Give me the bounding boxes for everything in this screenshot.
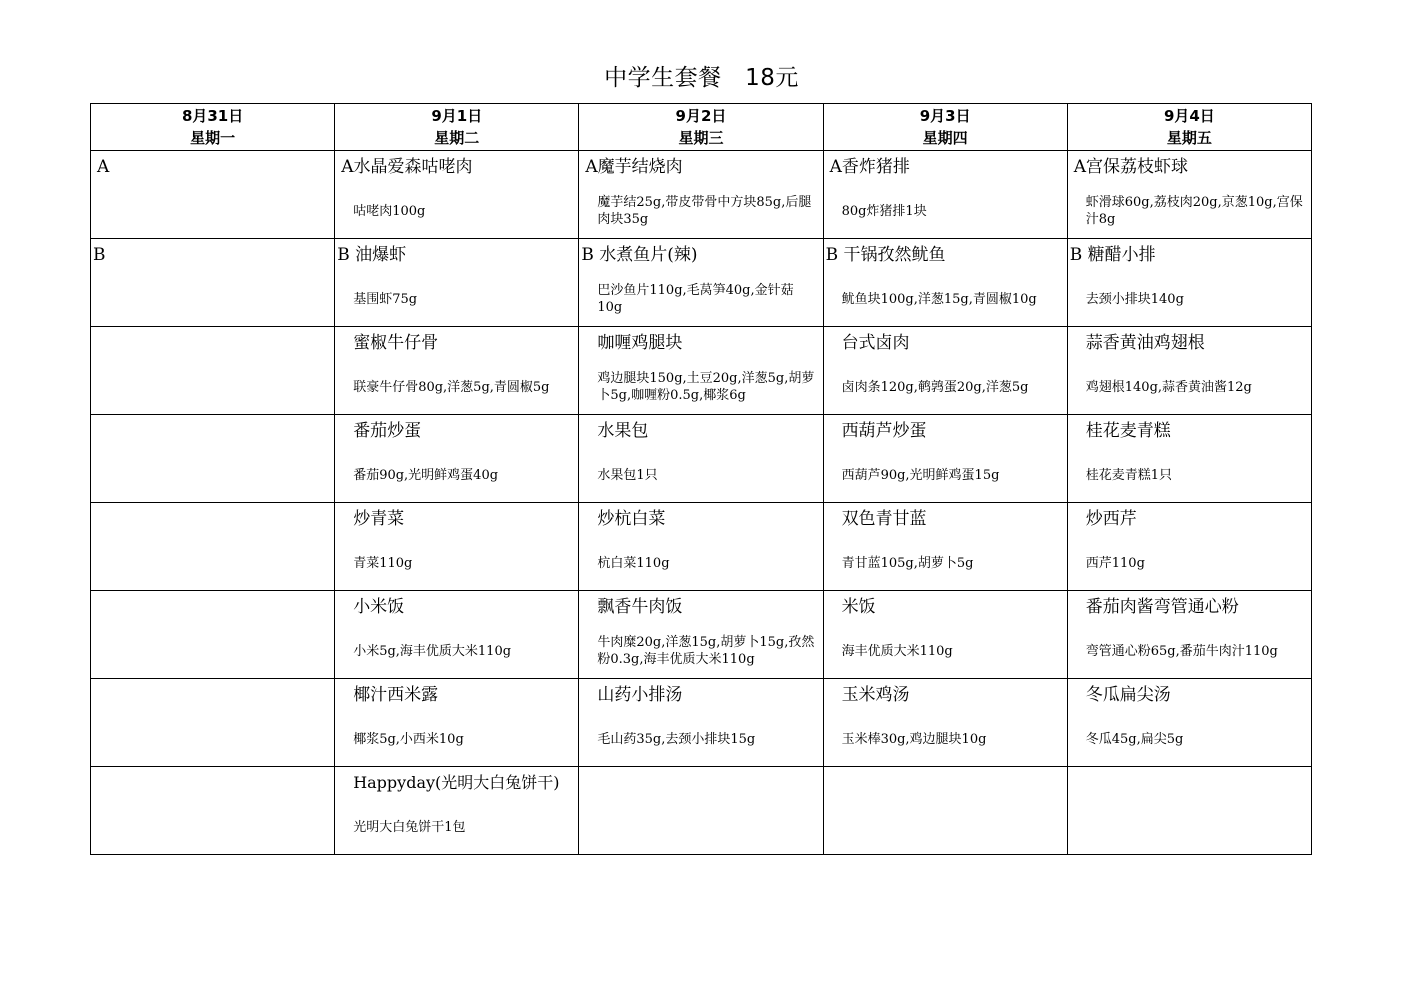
menu-cell <box>823 679 1067 767</box>
dish-ingredients: 桂花麦青糕1只 <box>1085 467 1173 483</box>
header-weekday: 星期五 <box>1166 129 1212 147</box>
menu-cell <box>579 503 823 591</box>
menu-cell <box>823 415 1067 503</box>
dish-name: 椰汁西米露 <box>353 685 439 705</box>
menu-cell <box>335 591 579 679</box>
dish-name: 番茄肉酱弯管通心粉 <box>1085 597 1239 617</box>
header-date: 9月2日 <box>675 107 727 125</box>
dish-ingredients: 鱿鱼块100g,洋葱15g,青圆椒10g <box>841 291 1037 307</box>
dish-name: 飘香牛肉饭 <box>597 597 683 617</box>
menu-cell <box>823 327 1067 415</box>
menu-cell <box>91 503 335 591</box>
menu-cell <box>91 679 335 767</box>
table-row <box>91 151 1312 239</box>
dish-name: 咖喱鸡腿块 <box>597 333 683 353</box>
menu-cell <box>823 151 1067 239</box>
dish-name: 炒西芹 <box>1085 509 1137 529</box>
dish-ingredients: 西芹110g <box>1085 555 1145 571</box>
dish-ingredients: 西葫芦90g,光明鲜鸡蛋15g <box>841 467 1000 483</box>
menu-cell <box>335 239 579 327</box>
dish-name: A <box>97 157 110 177</box>
menu-cell <box>579 327 823 415</box>
table-row <box>91 591 1312 679</box>
dish-name: 桂花麦青糕 <box>1085 421 1171 441</box>
dish-ingredients: 小米5g,海丰优质大米110g <box>353 643 512 659</box>
dish-ingredients: 巴沙鱼片110g,毛莴笋40g,金针菇10g <box>597 283 794 315</box>
dish-name: A香炸猪排 <box>829 157 910 177</box>
dish-ingredients: 椰浆5g,小西米10g <box>353 731 464 747</box>
dish-ingredients: 魔芋结25g,带皮带骨中方块85g,后腿肉块35g <box>597 195 812 227</box>
header-weekday: 星期四 <box>922 129 968 147</box>
dish-name: 小米饭 <box>353 597 405 617</box>
menu-cell <box>335 679 579 767</box>
column-header <box>823 104 1067 151</box>
dish-name: A宫保荔枝虾球 <box>1073 157 1189 177</box>
dish-ingredients: 水果包1只 <box>597 467 658 483</box>
dish-name: B 油爆虾 <box>337 245 407 265</box>
menu-cell <box>335 767 579 855</box>
dish-ingredients: 基围虾75g <box>353 291 418 307</box>
dish-name: B <box>93 245 106 265</box>
menu-cell <box>1067 767 1311 855</box>
dish-ingredients: 虾滑球60g,荔枝肉20g,京葱10g,宫保汁8g <box>1085 195 1303 227</box>
dish-ingredients: 80g炸猪排1块 <box>841 203 927 219</box>
menu-cell <box>823 591 1067 679</box>
dish-name: B 糖醋小排 <box>1069 245 1156 265</box>
dish-ingredients: 杭白菜110g <box>597 555 670 571</box>
menu-cell <box>1067 415 1311 503</box>
menu-cell <box>823 767 1067 855</box>
table-row <box>91 767 1312 855</box>
header-date: 9月3日 <box>919 107 971 125</box>
menu-cell <box>91 415 335 503</box>
dish-ingredients: 咕咾肉100g <box>353 203 426 219</box>
menu-cell <box>823 503 1067 591</box>
dish-ingredients: 番茄90g,光明鲜鸡蛋40g <box>353 467 499 483</box>
menu-cell <box>335 415 579 503</box>
menu-cell <box>335 151 579 239</box>
dish-name: Happyday(光明大白兔饼干) <box>353 773 560 792</box>
dish-name: 蒜香黄油鸡翅根 <box>1085 333 1205 353</box>
dish-ingredients: 冬瓜45g,扁尖5g <box>1085 731 1184 747</box>
menu-cell <box>91 151 335 239</box>
table-row <box>91 415 1312 503</box>
menu-cell <box>579 767 823 855</box>
menu-cell <box>91 239 335 327</box>
dish-ingredients: 玉米棒30g,鸡边腿块10g <box>841 731 987 747</box>
menu-cell <box>579 415 823 503</box>
dish-ingredients: 牛肉糜20g,洋葱15g,胡萝卜15g,孜然粉0.3g,海丰优质大米110g <box>597 635 815 667</box>
menu-cell <box>91 767 335 855</box>
dish-name: 台式卤肉 <box>841 333 910 353</box>
column-header <box>579 104 823 151</box>
page-title: 中学生套餐 18元 <box>604 65 799 91</box>
menu-cell <box>579 151 823 239</box>
dish-ingredients: 鸡翅根140g,蒜香黄油酱12g <box>1085 379 1252 395</box>
dish-name: A魔芋结烧肉 <box>585 157 683 177</box>
menu-cell <box>91 591 335 679</box>
dish-ingredients: 青菜110g <box>353 555 413 571</box>
dish-name: 冬瓜扁尖汤 <box>1085 685 1171 705</box>
dish-name: B 干锅孜然鱿鱼 <box>825 245 946 265</box>
table-row <box>91 239 1312 327</box>
menu-cell <box>91 327 335 415</box>
header-weekday: 星期三 <box>678 129 724 147</box>
menu-cell <box>1067 151 1311 239</box>
dish-ingredients: 弯管通心粉65g,番茄牛肉汁110g <box>1085 643 1278 659</box>
dish-ingredients: 卤肉条120g,鹌鹑蛋20g,洋葱5g <box>841 379 1029 395</box>
dish-name: A水晶爱森咕咾肉 <box>341 157 473 177</box>
menu-cell <box>1067 679 1311 767</box>
menu-cell <box>579 679 823 767</box>
dish-name: 玉米鸡汤 <box>841 685 910 705</box>
dish-name: 山药小排汤 <box>597 685 683 705</box>
header-date: 8月31日 <box>181 107 244 125</box>
menu-table <box>90 103 1312 855</box>
header-weekday: 星期一 <box>190 129 236 147</box>
column-header <box>1067 104 1311 151</box>
menu-cell <box>579 239 823 327</box>
dish-ingredients: 青甘蓝105g,胡萝卜5g <box>841 555 974 571</box>
dish-ingredients: 毛山药35g,去颈小排块15g <box>597 731 756 747</box>
dish-ingredients: 去颈小排块140g <box>1085 291 1184 307</box>
menu-cell <box>823 239 1067 327</box>
dish-ingredients: 海丰优质大米110g <box>841 643 953 659</box>
dish-name: 双色青甘蓝 <box>841 509 927 529</box>
menu-cell <box>1067 503 1311 591</box>
dish-ingredients: 鸡边腿块150g,土豆20g,洋葱5g,胡萝卜5g,咖喱粉0.5g,椰浆6g <box>597 371 815 403</box>
menu-cell <box>1067 327 1311 415</box>
dish-name: 水果包 <box>597 421 649 441</box>
dish-name: 蜜椒牛仔骨 <box>353 333 439 353</box>
menu-cell <box>335 327 579 415</box>
header-weekday: 星期二 <box>434 129 480 147</box>
dish-name: 炒杭白菜 <box>597 509 666 529</box>
menu-cell <box>579 591 823 679</box>
menu-cell <box>335 503 579 591</box>
table-row <box>91 503 1312 591</box>
dish-name: 番茄炒蛋 <box>353 421 422 441</box>
column-header <box>91 104 335 151</box>
menu-cell <box>1067 591 1311 679</box>
dish-name: B 水煮鱼片(辣) <box>581 245 698 265</box>
table-row <box>91 679 1312 767</box>
menu-cell <box>1067 239 1311 327</box>
column-header <box>335 104 579 151</box>
header-row <box>91 104 1312 151</box>
header-date: 9月1日 <box>431 107 483 125</box>
dish-name: 西葫芦炒蛋 <box>841 421 927 441</box>
dish-ingredients: 光明大白兔饼干1包 <box>353 819 466 835</box>
dish-ingredients: 联豪牛仔骨80g,洋葱5g,青圆椒5g <box>353 379 550 395</box>
header-date: 9月4日 <box>1163 107 1215 125</box>
dish-name: 米饭 <box>841 597 876 617</box>
table-row <box>91 327 1312 415</box>
dish-name: 炒青菜 <box>353 509 405 529</box>
